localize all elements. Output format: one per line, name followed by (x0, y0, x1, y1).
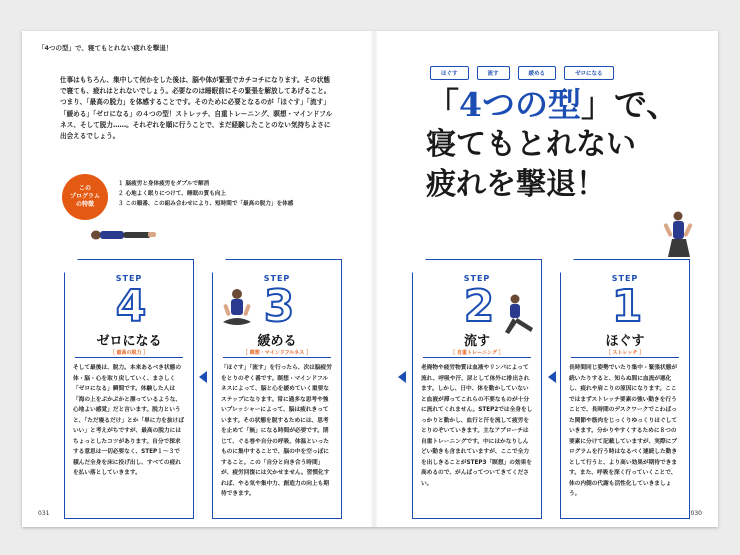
step-title: 緩める (257, 334, 297, 349)
step-rule (423, 357, 531, 358)
headline-accent: 4つの型 (459, 85, 581, 124)
type-pills (430, 66, 614, 80)
step-subtitle: ［ ストレッチ ］ (605, 350, 645, 356)
step-subtitle: ［ 自重トレーニング ］ (450, 350, 504, 356)
feature-item: １ 脳疲労と身体疲労をダブルで解消 (118, 181, 210, 187)
step-body: そして最後は、脱力。本来あるべき状態の体・脳・心を取り戻していく、まさしく「ゼロになる」瞬間です。体験した人は「海の上をぷかぷかと漂っているような、心地よい感覚」だと言います。脱力というと、「ただ寝るだけ」とか「単に力を抜けばいい」と考えがちですが、最高の脱力にはちょっとしたコツがあります。自分で探求する意思は一切必要なく、STEP１～３で積んだ全身を床に投げ出し、すべての疲れを払い落としていきます。 (73, 365, 184, 476)
intro-paragraph: 仕事はもちろん、集中して何かをした後は、脳や体が緊張でカチコチになります。その状態で寝ても、疲れはとれないでしょう。必要なのは睡眠前にその緊張を解放してあげること。つまり、「最高の脱力」を体感することです。そのために必要となるのが「ほぐす」「流す」「緩める」「ゼロになる」の４つの型！ストレッチ、自重トレーニング、瞑想・マインドフルネス、そして脱力……。それぞれを順に行うことで、まだ経験したことのない気持ちよさに出会えるでしょう。 (60, 76, 333, 141)
step-body: 「ほぐす」「流す」を行ったら、次は脳疲労をとりのぞく番です。瞑想・マインドフルネスによって、脳と心を緩めていく重要なステップになります。常に過多な思考や強いプレッシャーによって、脳は疲れきっています。その状態を脱するためには、思考を止めて「無」になる時間が必要です。閉じて、ぐる巻や自分の呼吸、体温といったものに集中することで、脳の中を空っぽにすること。この「自分と向き合う時間」が、疲労回復には欠かせません。習慣化すれば、やる気や集中力、創造力の向上も期待できます。 (221, 365, 332, 497)
lying-figure-illustration (88, 224, 158, 244)
left-arrow-icon (199, 371, 207, 383)
step-rule (223, 357, 331, 358)
page-gutter (370, 31, 378, 527)
page-number-left: 031 (38, 510, 50, 517)
pill-zero: ゼロになる (564, 66, 614, 80)
step-number: 2 (463, 281, 495, 332)
step-title: ほぐす (605, 334, 645, 349)
features-list (118, 179, 293, 209)
kneeling-figure-illustration (662, 211, 696, 265)
step-title: 流す (463, 334, 490, 349)
headline-line-3: 疲れを撃退！ (426, 167, 606, 202)
step-card-1 (560, 259, 690, 519)
step-label: STEP (263, 274, 291, 283)
step-label: STEP (115, 274, 143, 283)
badge-line: この (78, 185, 91, 192)
program-features-badge (62, 174, 108, 220)
headline-close: 」で、 (580, 85, 680, 124)
feature-item: ３ この順番、この組み合わせにより、短時間で「最高の脱力」を体感 (118, 201, 294, 207)
pill-nagasu: 流す (477, 66, 510, 80)
magazine-spread (22, 31, 718, 527)
step-rule (571, 357, 679, 358)
headline-open: 「 (426, 85, 459, 124)
headline (426, 85, 679, 205)
card-fold (63, 258, 79, 274)
card-fold (559, 258, 575, 274)
step-subtitle: ［ 瞑想・マインドフルネス ］ (243, 350, 311, 356)
card-fold (211, 258, 227, 274)
step-number: 4 (115, 281, 147, 332)
step-label: STEP (463, 274, 491, 283)
headline-line-1 (426, 85, 679, 125)
step-label: STEP (611, 274, 639, 283)
card-fold (411, 258, 427, 274)
step-card-4 (64, 259, 194, 519)
step-subtitle: ［ 最高の脱力 ］ (109, 350, 149, 356)
lunging-figure-illustration (501, 294, 541, 338)
headline-line-2: 寝てもとれない (426, 127, 636, 162)
left-arrow-icon (398, 371, 406, 383)
step-number: 3 (263, 281, 295, 332)
pill-yurumeru: 緩める (518, 66, 557, 80)
running-head: 「4つの型」で、寝てもとれない疲れを撃退！ (38, 44, 173, 52)
meditating-figure-illustration (219, 288, 255, 332)
step-title: ゼロになる (96, 334, 162, 349)
feature-item: ２ 心地よく眠りにつけて、睡眠の質も向上 (118, 191, 227, 197)
step-body: 老廃物や疲労物質は血液やリンパによって流れ、呼吸や汗、尿として体外に排出されます。しかし、日中、体を動かしていないと血液が滞ってこれらの不要なものが十分に流れてくれません。STEP2では全身をしっかりと動かし、血行と汗を流して疲労をとりのぞいていきます。主なアプローチは自重トレーニングです。中にはかなりしんどい動きも含まれていますが、ここで全力を出しきることがSTEP3「瞑想」の効果を高めるので、がんばってついてきてください。 (421, 365, 533, 487)
badge-line: プログラム (70, 193, 100, 200)
step-card-2 (412, 259, 542, 519)
page-number-right: 030 (690, 510, 702, 517)
left-arrow-icon (548, 371, 556, 383)
step-number: 1 (611, 281, 643, 332)
step-card-3 (212, 259, 342, 519)
step-rule (75, 357, 183, 358)
step-body: 長時間同じ姿勢でいたり集中・緊張状態が続いたりすると、知らぬ間に血流が悪化し、疲れや肩こりの原因になります。ここではまずストレッチ要素の強い動きを行うことで、長時間のデスクワークでこわばった関節や筋肉をじっくりゆっくりほぐしていきます。分かりやすくするために８つの要素に分けて記載していますが、実際にプログラムを行う時はなるべく連続した動きとして行うと、より高い効果が期待できます。また、呼吸を深く行っていくことで、体の内側の代謝も活性化していきましょう。 (569, 365, 678, 497)
badge-line: の特徴 (75, 201, 94, 208)
pill-hogusu: ほぐす (430, 66, 469, 80)
